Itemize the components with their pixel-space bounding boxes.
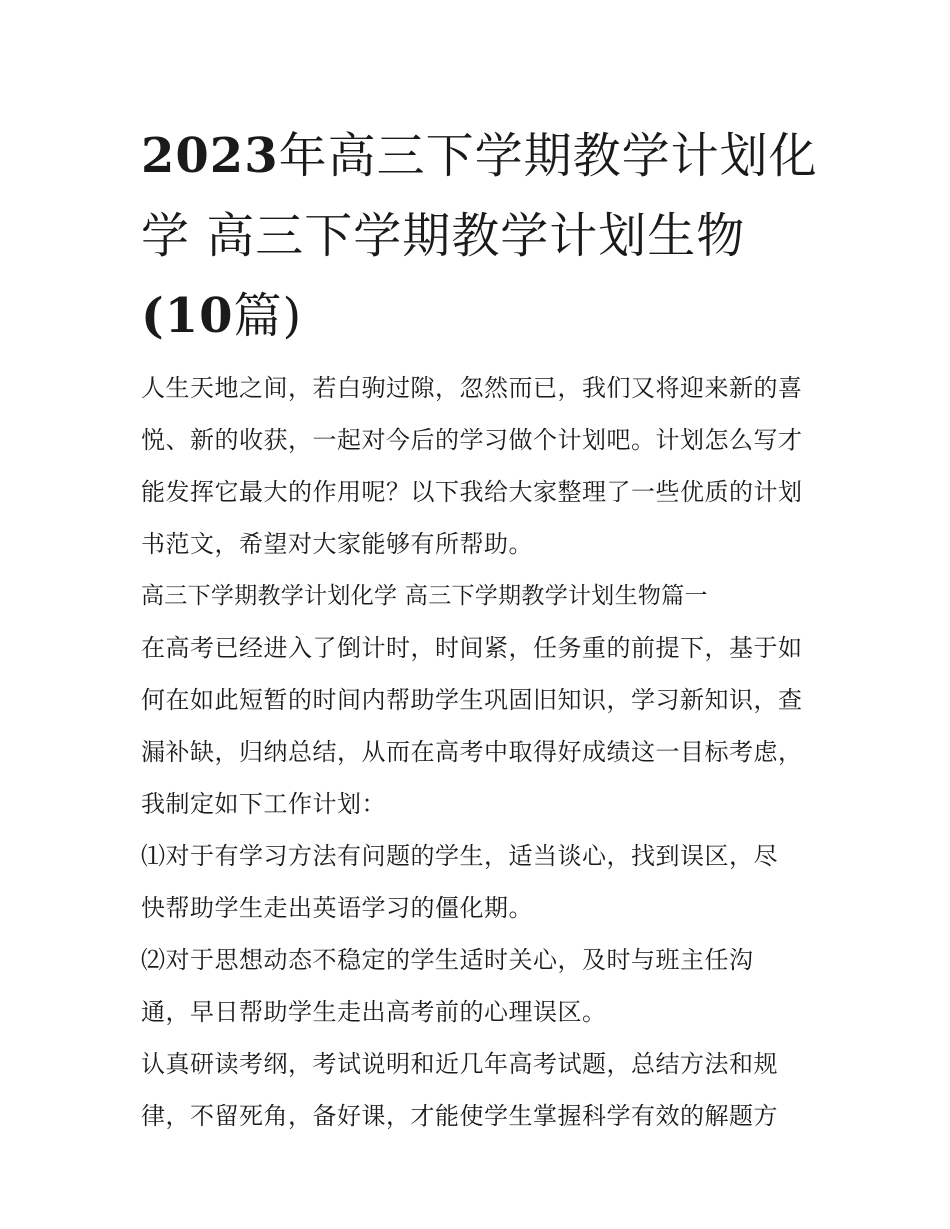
title-year: 2023	[141, 128, 279, 184]
body-paragraph-2	[141, 1038, 821, 1142]
body-line: 漏补缺，归纳总结，从而在高考中取得好成绩这一目标考虑，	[141, 738, 803, 766]
list-item-line: 快帮助学生走出英语学习的僵化期。	[141, 894, 533, 922]
list-item-line: 通，早日帮助学生走出高考前的心理误区。	[141, 998, 607, 1026]
list-item-1	[141, 830, 821, 934]
intro-line: 书范文，希望对大家能够有所帮助。	[141, 530, 533, 558]
section-subheading: 高三下学期教学计划化学 高三下学期教学计划生物篇一	[141, 583, 708, 609]
body-line: 我制定如下工作计划：	[141, 790, 386, 818]
title-line-2: 学 高三下学期教学计划生物	[141, 208, 746, 264]
list-item-line: ⑵对于思想动态不稳定的学生适时关心，及时与班主任沟	[141, 946, 754, 974]
body-paragraph-1	[141, 622, 821, 830]
list-item-line: ⑴对于有学习方法有问题的学生，适当谈心，找到误区，尽	[141, 842, 778, 870]
document-title	[141, 116, 821, 356]
title-line-3-text: 篇)	[233, 288, 303, 344]
intro-paragraph	[141, 362, 821, 570]
intro-line: 人生天地之间，若白驹过隙，忽然而已，我们又将迎来新的喜	[141, 374, 803, 402]
title-count: (10	[141, 288, 234, 344]
title-line-1	[141, 116, 821, 196]
list-item-2	[141, 934, 821, 1038]
title-line-3	[141, 276, 821, 356]
body-line: 认真研读考纲，考试说明和近几年高考试题，总结方法和规	[141, 1050, 778, 1078]
body-line: 在高考已经进入了倒计时，时间紧，任务重的前提下，基于如	[141, 634, 803, 662]
intro-line: 悦、新的收获，一起对今后的学习做个计划吧。计划怎么写才	[141, 426, 803, 454]
title-line-1-text: 年高三下学期教学计划化	[278, 128, 818, 184]
document-page	[141, 116, 821, 1142]
intro-line: 能发挥它最大的作用呢？以下我给大家整理了一些优质的计划	[141, 478, 803, 506]
body-line: 何在如此短暂的时间内帮助学生巩固旧知识，学习新知识，查	[141, 686, 803, 714]
body-line: 律，不留死角，备好课，才能使学生掌握科学有效的解题方	[141, 1102, 778, 1130]
